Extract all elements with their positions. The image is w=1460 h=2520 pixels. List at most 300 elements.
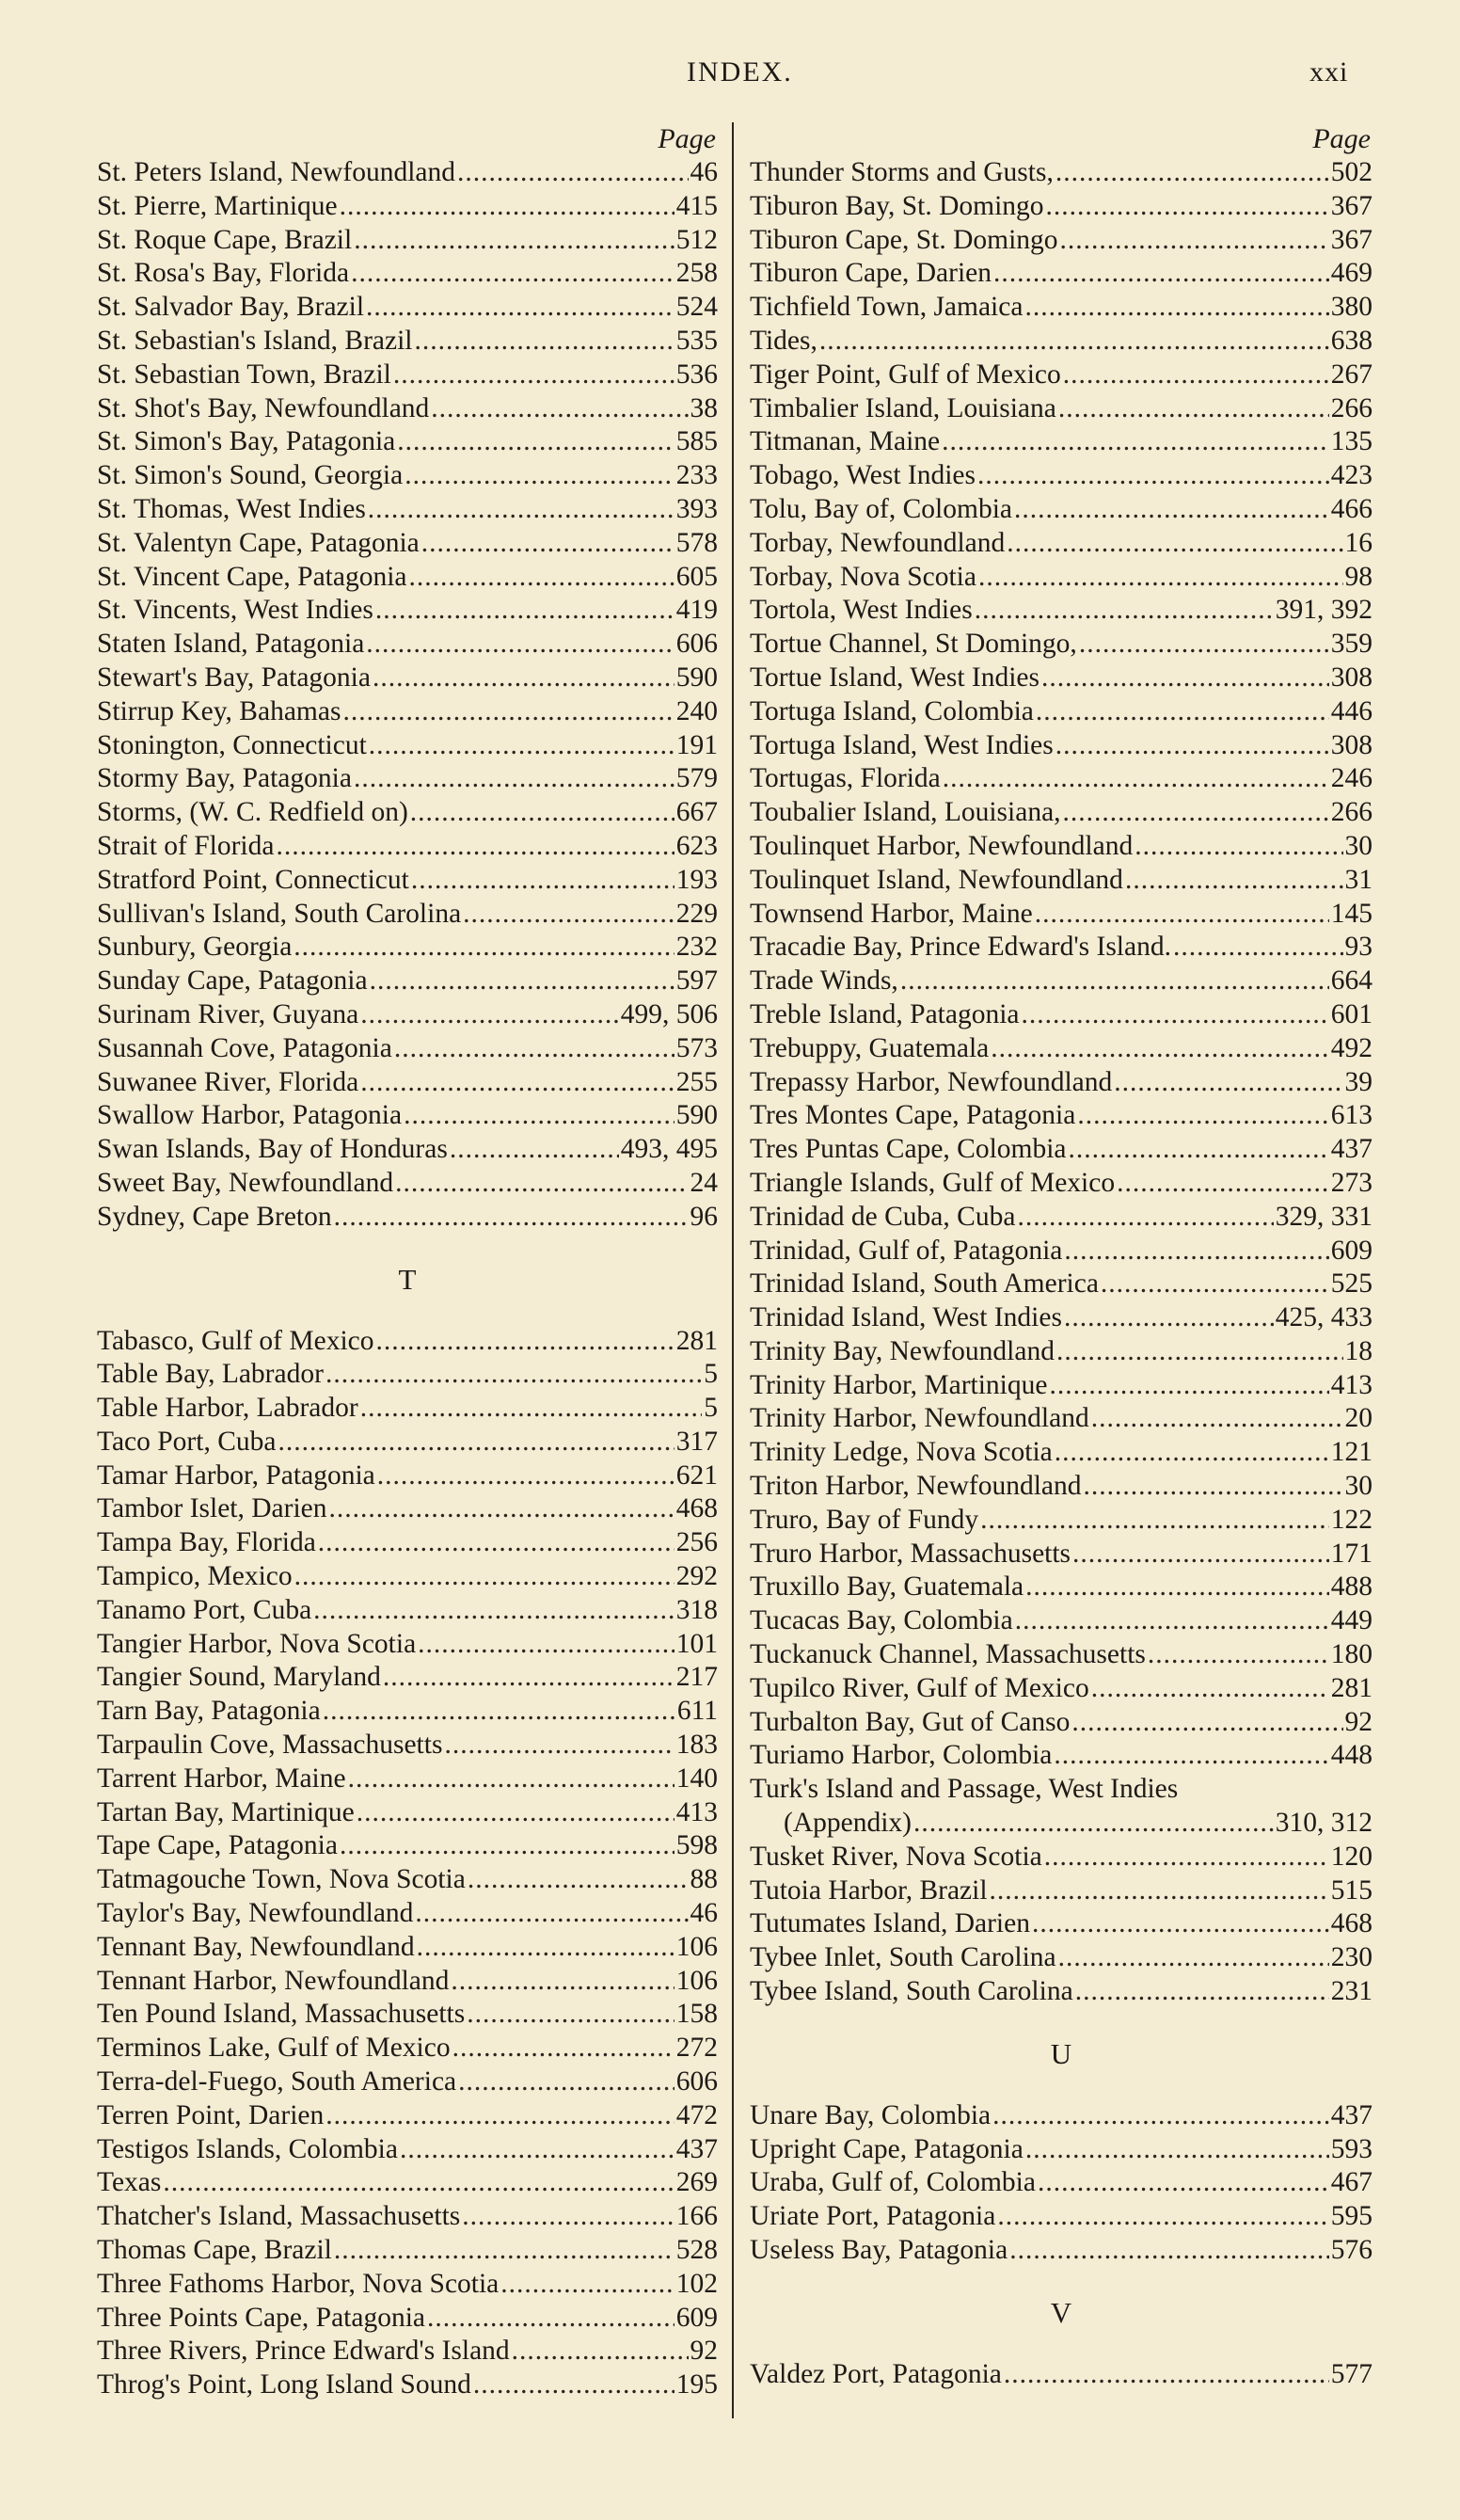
entry-name: Tangier Harbor, Nova Scotia <box>97 1628 417 1659</box>
leader-dots <box>1058 392 1329 426</box>
leader-dots <box>1063 359 1329 392</box>
entry-name: Townsend Harbor, Maine <box>750 898 1033 929</box>
entry-name: Triton Harbor, Newfoundland <box>750 1471 1082 1502</box>
entry-page: 613 <box>1330 1100 1373 1131</box>
index-entry <box>97 527 718 561</box>
entry-name: Tres Montes Cape, Patagonia <box>750 1100 1076 1131</box>
index-entry <box>97 1325 718 1359</box>
entry-page: 664 <box>1330 965 1373 997</box>
leader-dots <box>1004 2358 1329 2392</box>
entry-name: Terminos Lake, Gulf of Mexico <box>97 2033 451 2064</box>
index-entry <box>97 1066 718 1100</box>
entry-page: 585 <box>675 426 718 457</box>
entry-name: Tape Cape, Patagonia <box>97 1830 338 1861</box>
entry-name: Staten Island, Patagonia <box>97 629 365 660</box>
entry-page: 39 <box>1344 1066 1373 1097</box>
leader-dots <box>1114 1066 1342 1100</box>
leader-dots <box>1055 1436 1329 1470</box>
entry-page: 256 <box>675 1527 718 1558</box>
leader-dots <box>993 257 1329 291</box>
entry-name: St. Rosa's Bay, Florida <box>97 258 350 289</box>
index-entry <box>750 796 1373 830</box>
entry-name: St. Roque Cape, Brazil <box>97 224 353 255</box>
leader-dots <box>457 156 689 190</box>
index-entry <box>97 1358 718 1392</box>
leader-dots <box>1058 1941 1329 1975</box>
index-entry <box>750 156 1373 190</box>
entry-page: 106 <box>675 1931 718 1962</box>
leader-dots <box>1007 527 1342 561</box>
v-entries <box>750 2358 1373 2392</box>
entry-name: Tybee Island, South Carolina <box>750 1976 1073 2007</box>
leader-dots <box>323 1695 675 1729</box>
leader-dots <box>354 224 674 258</box>
index-entry <box>97 2032 718 2065</box>
entry-page: 466 <box>1330 493 1373 524</box>
leader-dots <box>1055 729 1329 763</box>
index-entry <box>750 459 1373 493</box>
entry-name: Taco Port, Cuba <box>97 1426 277 1457</box>
index-entry <box>750 2358 1373 2392</box>
section-heading-t: T <box>398 1262 417 1296</box>
entry-name: Useless Bay, Patagonia <box>750 2235 1008 2266</box>
entry-name: Tres Puntas Cape, Colombia <box>750 1134 1067 1165</box>
entry-name: Tiburon Bay, St. Domingo <box>750 190 1044 221</box>
entry-name: Tybee Inlet, South Carolina <box>750 1942 1056 1973</box>
entry-page: 258 <box>675 258 718 289</box>
leader-dots <box>1148 1638 1329 1672</box>
leader-dots <box>1009 2234 1329 2268</box>
entry-page: 5 <box>704 1393 718 1424</box>
index-entry <box>97 1628 718 1662</box>
t-entries-left <box>97 1325 718 2403</box>
entry-name: Tucacas Bay, Colombia <box>750 1605 1013 1636</box>
leader-dots <box>467 1998 674 2032</box>
index-entry <box>750 931 1373 965</box>
entry-name: Tortue Island, West Indies <box>750 662 1039 693</box>
leader-dots <box>369 729 674 763</box>
index-entry <box>750 561 1373 595</box>
index-entry <box>750 1538 1373 1571</box>
entry-page: 448 <box>1330 1740 1373 1771</box>
index-entry <box>97 1526 718 1560</box>
entry-page: 535 <box>675 325 718 356</box>
entry-name: Suwanee River, Florida <box>97 1066 359 1097</box>
leader-dots <box>360 998 619 1032</box>
entry-page: 195 <box>675 2369 718 2400</box>
leader-dots <box>977 459 1329 493</box>
index-entry <box>97 695 718 729</box>
leader-dots <box>1069 1133 1329 1167</box>
index-entry <box>97 628 718 662</box>
entry-name: Tanamo Port, Cuba <box>97 1594 312 1625</box>
entry-page: 359 <box>1330 629 1373 660</box>
entry-name: Testigos Islands, Colombia <box>97 2133 398 2164</box>
leader-dots <box>404 1099 674 1133</box>
leader-dots <box>1091 1402 1343 1436</box>
leader-dots <box>900 965 1329 998</box>
index-entry <box>750 1604 1373 1638</box>
leader-dots <box>1025 2133 1329 2167</box>
entry-name: St. Vincents, West Indies <box>97 595 373 626</box>
leader-dots <box>1024 291 1328 325</box>
index-entry <box>750 2099 1373 2133</box>
entry-page: 231 <box>1330 1976 1373 2007</box>
entry-page: 502 <box>1330 157 1373 187</box>
index-entry <box>97 965 718 998</box>
leader-dots <box>473 2368 674 2402</box>
entry-page: 308 <box>1330 662 1373 693</box>
entry-name: Toubalier Island, Louisiana, <box>750 797 1061 828</box>
index-entry <box>97 359 718 392</box>
index-entry <box>750 1201 1373 1235</box>
entry-page: 437 <box>1330 2099 1373 2130</box>
index-entry <box>750 190 1373 224</box>
entry-name: Strait of Florida <box>97 830 275 861</box>
entry-name: Three Points Cape, Patagonia <box>97 2302 426 2333</box>
leader-dots <box>1044 1841 1329 1874</box>
leader-dots <box>1125 864 1343 898</box>
entry-page: 318 <box>675 1594 718 1625</box>
entry-page: 158 <box>675 1999 718 2030</box>
index-entry <box>97 325 718 359</box>
t-entries-right <box>750 156 1373 1773</box>
entry-page: 595 <box>1330 2201 1373 2232</box>
entry-page: 183 <box>675 1730 718 1761</box>
entry-name: Trinidad Island, West Indies <box>750 1302 1062 1333</box>
index-entry <box>97 594 718 628</box>
page-title: INDEX. <box>687 56 793 88</box>
entry-name: Table Harbor, Labrador <box>97 1393 358 1424</box>
index-entry <box>97 190 718 224</box>
leader-dots <box>418 1628 674 1662</box>
entry-page: 468 <box>675 1493 718 1524</box>
leader-dots <box>368 493 674 527</box>
entry-name: Terra-del-Fuego, South America <box>97 2066 457 2097</box>
u-entries <box>750 2099 1373 2268</box>
leader-dots <box>334 2234 674 2268</box>
index-entry <box>97 392 718 426</box>
index-entry <box>97 1762 718 1796</box>
entry-name: Uraba, Gulf of, Colombia <box>750 2167 1036 2198</box>
entry-name: Toulinquet Island, Newfoundland <box>750 864 1123 895</box>
entry-name: Tracadie Bay, Prince Edward's Island. <box>750 932 1171 963</box>
index-entry <box>750 1335 1373 1369</box>
entry-name: (Appendix) <box>784 1808 912 1839</box>
entry-page: 217 <box>675 1662 718 1693</box>
index-entry <box>750 628 1373 662</box>
index-entry <box>97 2133 718 2167</box>
entry-name: Stirrup Key, Bahamas <box>97 695 341 726</box>
entry-page: 229 <box>675 898 718 929</box>
leader-dots <box>318 1526 674 1560</box>
leader-dots <box>383 1661 674 1695</box>
entry-name: Tortuga Island, West Indies <box>750 729 1054 760</box>
index-entry <box>97 561 718 595</box>
entry-page: 102 <box>675 2268 718 2299</box>
entry-page: 5 <box>704 1359 718 1390</box>
entry-name: Trinity Harbor, Martinique <box>750 1369 1048 1400</box>
index-entry <box>97 2234 718 2268</box>
entry-name: Tangier Sound, Maryland <box>97 1662 381 1693</box>
entry-page: 166 <box>675 2201 718 2232</box>
entry-name: Tortola, West Indies <box>750 595 973 626</box>
index-entry <box>97 1897 718 1931</box>
index-entry <box>750 662 1373 695</box>
entry-page: 493, 495 <box>620 1134 718 1165</box>
index-entry <box>750 425 1373 459</box>
leader-dots <box>340 190 674 224</box>
index-entry <box>750 1369 1373 1403</box>
entry-page: 446 <box>1330 695 1373 726</box>
entry-page: 492 <box>1330 1032 1373 1063</box>
entry-name: Throg's Point, Long Island Sound <box>97 2369 471 2400</box>
entry-name: Ten Pound Island, Massachusetts <box>97 1999 466 2030</box>
entry-name: Tartan Bay, Martinique <box>97 1796 355 1827</box>
leader-dots <box>1046 190 1329 224</box>
entry-page: 281 <box>675 1325 718 1356</box>
leader-dots <box>409 561 674 595</box>
index-entry <box>97 1492 718 1526</box>
leader-dots <box>452 2032 674 2065</box>
entry-page: 171 <box>1330 1538 1373 1569</box>
entry-page: 308 <box>1330 729 1373 760</box>
index-entry <box>750 257 1373 291</box>
entry-page: 20 <box>1344 1403 1373 1434</box>
entry-page: 267 <box>1330 359 1373 390</box>
entry-name: St. Shot's Bay, Newfoundland <box>97 392 430 423</box>
entry-name: St. Thomas, West Indies <box>97 493 366 524</box>
index-entry <box>97 1829 718 1863</box>
leader-dots <box>990 1874 1329 1908</box>
entry-page: 621 <box>675 1459 718 1491</box>
entry-name: Tarpaulin Cove, Massachusetts <box>97 1730 443 1761</box>
entry-name: Tatmagouche Town, Nova Scotia <box>97 1864 466 1895</box>
entry-page: 577 <box>1330 2358 1373 2389</box>
entry-name: Turk's Island and Passage, West Indies <box>750 1774 1179 1805</box>
entry-name: Swan Islands, Bay of Honduras <box>97 1134 448 1165</box>
entry-page: 122 <box>1330 1504 1373 1535</box>
entry-name: Trinity Bay, Newfoundland <box>750 1335 1055 1366</box>
leader-dots <box>1091 1672 1329 1706</box>
index-entry <box>97 425 718 459</box>
entry-name: Tennant Harbor, Newfoundland <box>97 1965 450 1996</box>
entry-page: 272 <box>675 2033 718 2064</box>
entry-name: Trade Winds, <box>750 965 898 997</box>
leader-dots <box>975 594 1274 628</box>
index-entry <box>750 1841 1373 1874</box>
index-entry <box>750 527 1373 561</box>
index-entry <box>97 864 718 898</box>
entry-name: Tides, <box>750 325 817 356</box>
entry-page: 24 <box>690 1167 718 1198</box>
entry-name: Sweet Bay, Newfoundland <box>97 1167 394 1198</box>
leader-dots <box>357 1796 674 1830</box>
index-entry <box>97 1167 718 1201</box>
entry-page: 413 <box>675 1796 718 1827</box>
entry-name: Tiburon Cape, St. Domingo <box>750 224 1058 255</box>
entry-page: 38 <box>690 392 718 423</box>
index-entry <box>750 864 1373 898</box>
leader-dots <box>397 425 674 459</box>
leader-dots <box>1060 224 1329 258</box>
leader-dots <box>163 2166 674 2200</box>
entry-page: 31 <box>1344 864 1373 895</box>
index-entry <box>97 2166 718 2200</box>
index-entry <box>97 1863 718 1897</box>
entry-page: 391, 392 <box>1275 595 1373 626</box>
leader-dots <box>276 830 674 864</box>
entry-page: 598 <box>675 1830 718 1861</box>
leader-dots <box>405 459 674 493</box>
index-entry <box>750 224 1373 258</box>
index-entry <box>750 1672 1373 1706</box>
entry-name: Sunbury, Georgia <box>97 932 293 963</box>
index-entry <box>750 359 1373 392</box>
leader-dots <box>1014 493 1329 527</box>
index-entry <box>97 1594 718 1628</box>
leader-dots <box>377 1459 674 1493</box>
entry-page: 419 <box>675 595 718 626</box>
index-entry <box>750 2234 1373 2268</box>
index-entry <box>97 2200 718 2234</box>
index-entry <box>97 493 718 527</box>
entry-name: Susannah Cove, Patagonia <box>97 1032 392 1063</box>
entry-page: 437 <box>1330 1134 1373 1165</box>
index-entry <box>750 1402 1373 1436</box>
index-entry <box>97 729 718 763</box>
index-entry <box>97 662 718 695</box>
entry-page: 106 <box>675 1965 718 1996</box>
entry-page: 193 <box>675 864 718 895</box>
entry-name: Tuckanuck Channel, Massachusetts <box>750 1639 1146 1670</box>
entry-name: Truro, Bay of Fundy <box>750 1504 979 1535</box>
leader-dots <box>370 965 674 998</box>
leader-dots <box>512 2335 689 2368</box>
entry-name: Truro Harbor, Massachusetts <box>750 1538 1071 1569</box>
index-entry <box>97 762 718 796</box>
leader-dots <box>351 257 674 291</box>
entry-page: 135 <box>1330 426 1373 457</box>
index-entry <box>97 1032 718 1066</box>
leader-dots <box>913 1807 1274 1841</box>
entry-name: St. Vincent Cape, Patagonia <box>97 561 407 592</box>
leader-dots <box>980 1504 1329 1538</box>
index-entry <box>750 1470 1373 1504</box>
entry-page: 578 <box>675 527 718 558</box>
entry-page: 93 <box>1344 932 1373 963</box>
entry-page: 597 <box>675 965 718 997</box>
entry-name: Torbay, Newfoundland <box>750 527 1006 558</box>
entry-name: Thatcher's Island, Massachusetts <box>97 2201 461 2232</box>
index-entry <box>750 1235 1373 1268</box>
leader-dots <box>360 1066 674 1100</box>
entry-name: Tampa Bay, Florida <box>97 1527 316 1558</box>
index-entry <box>97 459 718 493</box>
entry-page: 380 <box>1330 292 1373 323</box>
index-entry <box>750 1706 1373 1740</box>
index-entry <box>97 1560 718 1594</box>
entry-page: 449 <box>1330 1605 1373 1636</box>
leader-dots <box>1015 1604 1329 1638</box>
index-entry <box>750 830 1373 864</box>
entry-page: 269 <box>675 2167 718 2198</box>
entry-name: Timbalier Island, Louisiana <box>750 392 1056 423</box>
leader-dots <box>278 1426 674 1459</box>
entry-name: Trepassy Harbor, Newfoundland <box>750 1066 1113 1097</box>
leader-dots <box>997 2200 1328 2234</box>
leader-dots <box>942 425 1329 459</box>
index-entry <box>750 1941 1373 1975</box>
entry-page: 415 <box>675 190 718 221</box>
leader-dots <box>373 662 674 695</box>
index-entry <box>750 1571 1373 1604</box>
leader-dots <box>417 1931 674 1965</box>
index-entry <box>750 1133 1373 1167</box>
leader-dots <box>943 762 1329 796</box>
index-entry <box>97 2268 718 2302</box>
entry-page: 281 <box>1330 1672 1373 1703</box>
entry-name: Tambor Islet, Darien <box>97 1493 327 1524</box>
entry-name: Tennant Bay, Newfoundland <box>97 1931 415 1962</box>
entry-page: 120 <box>1330 1841 1373 1872</box>
entry-name: St. Simon's Bay, Patagonia <box>97 426 396 457</box>
leader-dots <box>1055 156 1329 190</box>
index-entry <box>97 2302 718 2336</box>
entry-name: Tampico, Mexico <box>97 1561 293 1592</box>
index-entry <box>750 1436 1373 1470</box>
entry-page: 605 <box>675 561 718 592</box>
index-entry <box>750 1638 1373 1672</box>
leader-dots <box>400 2133 674 2167</box>
index-entry <box>750 2200 1373 2234</box>
index-entry <box>97 830 718 864</box>
index-entry <box>750 2133 1373 2167</box>
index-entry <box>97 1459 718 1493</box>
index-entry <box>97 1392 718 1426</box>
leader-dots <box>427 2302 674 2336</box>
index-entry <box>97 1796 718 1830</box>
leader-dots <box>421 527 674 561</box>
running-head <box>0 56 1460 94</box>
leader-dots <box>313 1594 674 1628</box>
entry-name: Sydney, Cape Breton <box>97 1201 332 1232</box>
index-entry <box>750 493 1373 527</box>
entry-name: Storms, (W. C. Redfield on) <box>97 797 408 828</box>
leader-dots <box>410 796 674 830</box>
entry-name: St. Salvador Bay, Brazil <box>97 292 365 323</box>
entry-page: 310, 312 <box>1275 1808 1373 1839</box>
leader-dots <box>1075 1975 1329 2009</box>
entry-page: 240 <box>675 695 718 726</box>
leader-dots <box>411 864 674 898</box>
leader-dots <box>325 1358 702 1392</box>
index-entry <box>750 1032 1373 1066</box>
entry-name: Trinity Ledge, Nova Scotia <box>750 1437 1053 1468</box>
leader-dots <box>1017 1201 1273 1235</box>
entry-name: Tarrent Harbor, Maine <box>97 1762 346 1794</box>
entry-page: 367 <box>1330 190 1373 221</box>
leader-dots <box>394 1032 674 1066</box>
entry-name: Tortuga Island, Colombia <box>750 695 1034 726</box>
index-entry <box>97 2065 718 2099</box>
leader-dots <box>1173 931 1343 965</box>
leader-dots <box>1036 695 1329 729</box>
entry-name: Surinam River, Guyana <box>97 998 359 1029</box>
index-entry <box>97 1931 718 1965</box>
leader-dots <box>1054 1739 1328 1773</box>
entry-page: 623 <box>675 830 718 861</box>
